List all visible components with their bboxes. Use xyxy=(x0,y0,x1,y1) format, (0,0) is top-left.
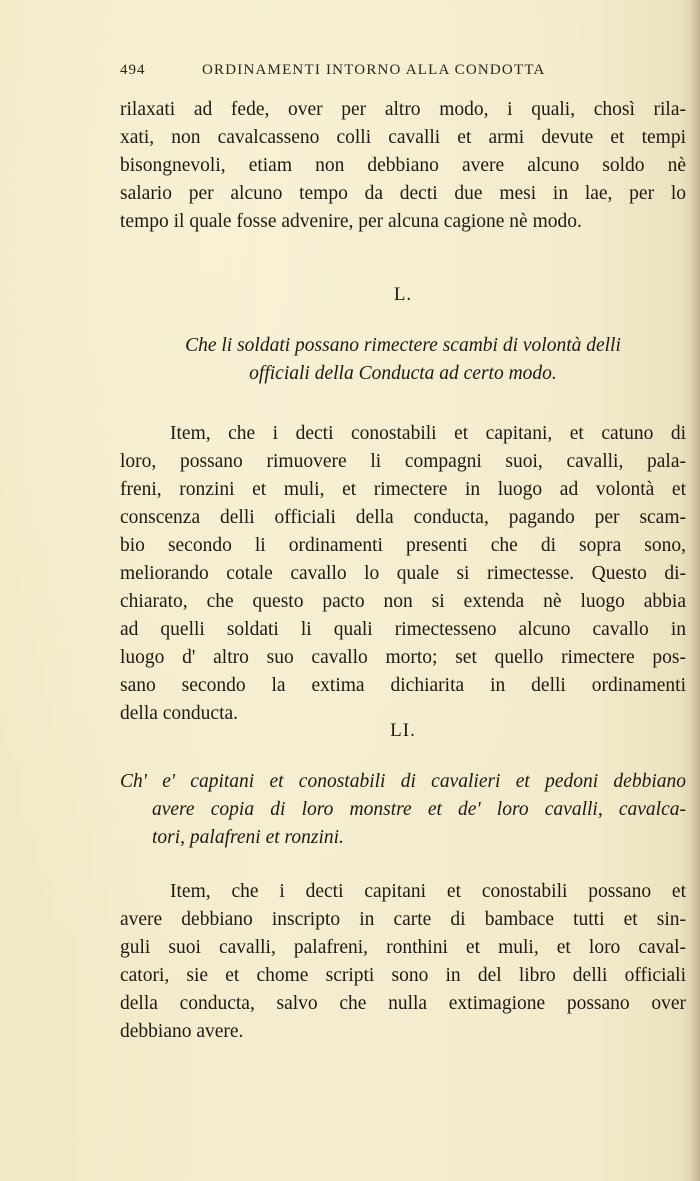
rubric-line: Che li soldati possano rimectere scambi di volontà delli xyxy=(185,335,621,356)
section-numeral-LI: LI. xyxy=(390,720,416,741)
text-line: rilaxati ad fede, over per altro modo, i quali, chosì rila- xyxy=(120,99,686,120)
text-line: sano secondo la extima dichiarita in delli ordinamenti xyxy=(120,675,686,696)
text-line: luogo d' altro suo cavallo morto; set quello rimectere pos- xyxy=(120,647,686,668)
text-line: xati, non cavalcasseno colli cavalli et armi devute et tempi xyxy=(120,127,686,148)
text-line: chiarato, che questo pacto non si extenda nè luogo abbia xyxy=(120,591,686,612)
rubric-line: Ch' e' capitani et conostabili di cavalieri et pedoni debbiano xyxy=(120,771,686,792)
text-line: Item, che i decti capitani et conostabili possano et xyxy=(170,881,686,902)
running-title: ORDINAMENTI INTORNO ALLA CONDOTTA xyxy=(202,62,546,78)
text-line: catori, sie et chome scripti sono in del libro delli officiali xyxy=(120,965,686,986)
text-line: della conducta, salvo che nulla extimagione possano over xyxy=(120,993,686,1014)
text-line: bio secondo li ordinamenti presenti che di sopra sono, xyxy=(120,535,686,556)
rubric-line: tori, palafreni et ronzini. xyxy=(152,827,344,848)
section-LI-rubric xyxy=(120,768,686,852)
page-number: 494 xyxy=(120,62,146,78)
text-line: debbiano avere. xyxy=(120,1021,244,1042)
page-edge-shadow xyxy=(690,0,700,1181)
text-line: bisongnevoli, etiam non debbiano avere alcuno soldo nè xyxy=(120,155,686,176)
text-line: Item, che i decti conostabili et capitani, et catuno di xyxy=(170,423,686,444)
section-numeral-L: L. xyxy=(393,284,413,305)
text-line: meliorando cotale cavallo lo quale si rimectesse. Questo di- xyxy=(120,563,686,584)
text-line: conscenza delli officiali della conducta, pagando per scam- xyxy=(120,507,686,528)
text-line: ad quelli soldati li quali rimectesseno alcuno cavallo in xyxy=(120,619,686,640)
rubric-line: officiali della Conducta ad certo modo. xyxy=(249,363,557,384)
text-line: freni, ronzini et muli, et rimectere in luogo ad volontà et xyxy=(120,479,686,500)
text-line: guli suoi cavalli, palafreni, ronthini et muli, et loro caval- xyxy=(120,937,686,958)
section-LI-body xyxy=(120,878,686,1046)
rubric-line: avere copia di loro monstre et de' loro cavalli, cavalca- xyxy=(152,799,686,820)
section-L-body xyxy=(120,420,686,728)
text-line: avere debbiano inscripto in carte di bambace tutti et sin- xyxy=(120,909,686,930)
text-line: della conducta. xyxy=(120,703,239,724)
continuation-paragraph xyxy=(120,96,686,236)
text-line: loro, possano rimuovere li compagni suoi, cavalli, pala- xyxy=(120,451,686,472)
text-line: tempo il quale fosse advenire, per alcuna cagione nè modo. xyxy=(120,211,582,232)
text-line: salario per alcuno tempo da decti due mesi in lae, per lo xyxy=(120,183,686,204)
section-L-rubric xyxy=(120,332,686,388)
